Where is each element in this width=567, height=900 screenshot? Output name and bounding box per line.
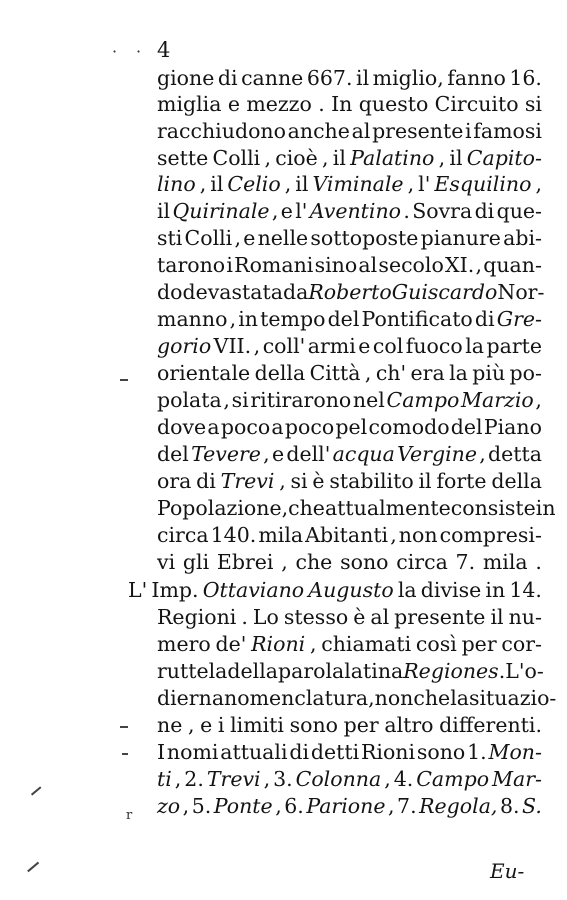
word: chiamati	[321, 632, 412, 656]
text-line	[157, 173, 542, 195]
word: la	[465, 334, 484, 358]
word: ,	[223, 388, 230, 412]
word: L'	[505, 659, 525, 683]
word: fanno	[447, 66, 506, 90]
word: e	[227, 92, 240, 116]
word: .	[535, 550, 542, 574]
word: Lo	[252, 605, 279, 629]
word: secolo	[378, 253, 444, 277]
word: stabilito	[329, 469, 414, 493]
word: gorio	[157, 334, 212, 358]
word: Vergine	[397, 442, 477, 466]
word: Mon-	[488, 740, 542, 764]
word: quan-	[483, 253, 542, 277]
word: e	[271, 442, 285, 466]
word: non	[374, 686, 414, 710]
word: il	[418, 469, 432, 493]
word: Piano	[483, 415, 542, 439]
word: In	[331, 92, 353, 116]
word: fuoco	[405, 334, 463, 358]
word: sono	[416, 740, 466, 764]
word: parola	[277, 659, 345, 683]
word: .	[403, 199, 410, 223]
word: nel	[352, 388, 385, 412]
word: Gre-	[496, 307, 542, 331]
word: 3.	[273, 767, 293, 791]
word: orientale	[157, 361, 251, 385]
word: Città	[309, 361, 361, 385]
word: differenti.	[439, 713, 542, 737]
word: ritirarono	[250, 388, 352, 412]
word: dierna	[157, 686, 225, 710]
text-line	[128, 579, 542, 601]
margin-mark	[120, 726, 128, 728]
word: attuali	[220, 740, 288, 764]
word: ,	[390, 523, 397, 547]
word: abi-	[503, 226, 542, 250]
word: al	[358, 253, 378, 277]
text-line	[157, 147, 542, 169]
word: comodo	[368, 415, 450, 439]
text-line	[157, 714, 542, 736]
word: miglio,	[372, 66, 444, 90]
word: 5.	[191, 794, 212, 818]
word: racchiudono	[157, 119, 286, 143]
word: 16.	[509, 66, 542, 90]
word: sette	[157, 146, 209, 170]
word: ,	[263, 442, 270, 466]
word: Rioni	[360, 740, 416, 764]
word: Augusto	[308, 578, 394, 602]
word: ,	[475, 253, 482, 277]
word: anche	[287, 119, 350, 143]
word: più	[472, 361, 506, 385]
text-line	[157, 280, 545, 304]
margin-mark: ·	[136, 42, 142, 61]
text-line	[157, 686, 557, 710]
word: VII.	[213, 334, 252, 358]
word: Regioni	[157, 605, 237, 629]
word: Ponte	[213, 794, 273, 818]
word: acqua	[332, 442, 395, 466]
word: consiste	[450, 496, 536, 520]
word: de'	[215, 632, 247, 656]
word: ,	[279, 469, 286, 493]
word: armi	[307, 334, 356, 358]
word: ti	[157, 767, 172, 791]
word: cor-	[501, 632, 542, 656]
word: Mar-	[492, 767, 542, 791]
word: parte	[486, 334, 542, 358]
text-line	[157, 93, 542, 115]
word: di	[289, 740, 310, 764]
word: che	[413, 686, 451, 710]
word: la	[449, 361, 468, 385]
word: 4.	[393, 767, 414, 791]
word: nu-	[508, 605, 542, 629]
word: Regola,	[419, 794, 498, 818]
word: 667.	[306, 66, 353, 90]
word: ,	[187, 713, 195, 737]
word: il	[210, 172, 224, 196]
word: Esquilino	[434, 172, 532, 196]
word: i	[226, 253, 233, 277]
word: ora	[157, 469, 192, 493]
word: attualmente	[324, 496, 451, 520]
word: Campo	[386, 388, 460, 412]
word: lino	[157, 172, 196, 196]
word: ,	[364, 361, 372, 385]
word: nomi	[166, 740, 219, 764]
text-line	[157, 741, 542, 763]
word: ,	[182, 794, 190, 818]
word: ,	[387, 794, 395, 818]
word: la	[397, 578, 417, 602]
word: da	[282, 280, 309, 304]
word: Trevi	[206, 767, 261, 791]
word: in	[238, 307, 258, 331]
word: Nor-	[497, 280, 545, 304]
word: non	[398, 523, 438, 547]
word: ,	[281, 550, 288, 574]
word: della	[254, 361, 306, 385]
word: Colli	[212, 146, 261, 170]
word: 140.	[210, 523, 257, 547]
word: ,	[229, 307, 237, 331]
word: Abitanti	[305, 523, 389, 547]
word: 6.	[284, 794, 304, 818]
margin-mark	[31, 786, 41, 795]
word: ,	[407, 172, 415, 196]
word: Parione	[306, 794, 386, 818]
text-line	[157, 67, 542, 89]
word: ,	[253, 334, 261, 358]
word: Marzio	[461, 388, 534, 412]
word: al	[351, 119, 371, 143]
word: polata	[157, 388, 222, 412]
word: ,	[271, 199, 279, 223]
word: ,	[174, 767, 182, 791]
word: ne	[157, 713, 183, 737]
text-line	[157, 606, 542, 628]
word: pianure	[420, 226, 501, 250]
margin-mark: r	[126, 808, 133, 823]
word: manno	[157, 307, 228, 331]
word: tempo	[260, 307, 326, 331]
word: XI.	[445, 253, 475, 277]
word: Popolazione	[157, 496, 282, 520]
word: che	[295, 550, 333, 574]
word: 1.	[467, 740, 487, 764]
word: i	[217, 713, 225, 737]
word: famosi	[473, 119, 542, 143]
word: ,	[535, 388, 542, 412]
word: 2.	[184, 767, 204, 791]
word: Trevi	[220, 469, 275, 493]
word: a	[207, 415, 220, 439]
margin-mark	[122, 753, 128, 755]
word: presente	[372, 119, 464, 143]
word: poco	[284, 415, 335, 439]
page-number: 4	[157, 38, 171, 62]
word: circa	[396, 550, 448, 574]
word: per	[461, 632, 497, 656]
margin-mark	[27, 862, 39, 872]
text-line	[157, 551, 542, 573]
word: ruttela	[157, 659, 228, 683]
margin-mark: ·	[112, 42, 118, 61]
word: Pontificato	[361, 307, 473, 331]
word: del	[450, 415, 483, 439]
word: di	[474, 307, 495, 331]
text-line	[157, 443, 542, 465]
word: il	[449, 146, 463, 170]
word: Ottaviano	[202, 578, 305, 602]
word: Capito-	[466, 146, 542, 170]
word: l'	[418, 172, 431, 196]
word: l'	[295, 199, 308, 223]
word: ch'	[375, 361, 407, 385]
word: cioè	[275, 146, 318, 170]
word: Rioni	[251, 632, 306, 656]
word: sino	[314, 253, 358, 277]
word: Colonna	[295, 767, 382, 791]
word: col	[372, 334, 404, 358]
word: sti	[157, 226, 183, 250]
word: dell'	[286, 442, 331, 466]
word: ,	[263, 767, 271, 791]
word: Sovra	[412, 199, 473, 223]
word: si	[231, 388, 249, 412]
word: divise	[420, 578, 482, 602]
word: mila	[258, 523, 304, 547]
word: mila	[482, 550, 528, 574]
word: 7.	[455, 550, 476, 574]
word: a	[271, 415, 284, 439]
text-line	[157, 335, 542, 357]
word: .	[498, 659, 506, 683]
word: ,	[438, 146, 446, 170]
word: Celio	[227, 172, 281, 196]
word: ,	[281, 496, 289, 520]
word: Palatino	[350, 146, 435, 170]
word: ,	[384, 767, 391, 791]
word: così	[415, 632, 457, 656]
word: ,	[479, 442, 486, 466]
word: 7.	[397, 794, 417, 818]
word: e	[358, 334, 371, 358]
word: devastata	[182, 280, 283, 304]
word: Roberto	[308, 280, 392, 304]
word: questo	[358, 92, 429, 116]
word: ,	[322, 146, 329, 170]
word: ,	[275, 794, 282, 818]
word: Quirinale	[172, 199, 270, 223]
word: e	[280, 199, 293, 223]
word: po-	[509, 361, 542, 385]
word: sottoposte	[310, 226, 419, 250]
word: è	[353, 605, 366, 629]
text-line	[157, 496, 556, 520]
word: poco	[220, 415, 271, 439]
word: è	[312, 469, 325, 493]
word: il	[295, 172, 309, 196]
word: il	[332, 146, 346, 170]
word: vi	[157, 550, 176, 574]
text-line	[157, 254, 542, 276]
word: il	[490, 605, 504, 629]
word: che	[288, 496, 325, 520]
word: di	[217, 66, 238, 90]
word: gione	[157, 66, 215, 90]
word: .	[318, 92, 325, 116]
word: e	[200, 713, 213, 737]
text-line	[157, 633, 542, 655]
word: al	[370, 605, 390, 629]
word: ,	[264, 146, 271, 170]
word: Viminale	[312, 172, 404, 196]
word: Ebrei	[216, 550, 274, 574]
word: Regiones	[403, 659, 499, 683]
word: dove	[157, 415, 207, 439]
word: S.	[522, 794, 542, 818]
margin-mark	[120, 379, 128, 381]
word: 8.	[499, 794, 520, 818]
text-line	[157, 660, 542, 682]
text-line	[157, 227, 542, 249]
word: Romani	[234, 253, 314, 277]
text-line	[157, 120, 542, 142]
word: il	[157, 199, 171, 223]
word: compresi-	[439, 523, 542, 547]
catchword: Eu-	[490, 859, 525, 883]
word: ,	[535, 172, 542, 196]
word: si	[290, 469, 308, 493]
text-line	[157, 389, 542, 411]
word: Tevere	[191, 442, 261, 466]
word: latina	[344, 659, 404, 683]
word: do	[157, 280, 183, 304]
word: la	[450, 686, 469, 710]
word: e	[243, 226, 256, 250]
word: nelle	[257, 226, 309, 250]
word: pel	[335, 415, 368, 439]
word: limiti	[230, 713, 284, 737]
word: nomenclatura	[224, 686, 369, 710]
text-line	[157, 308, 542, 330]
word: Colli	[184, 226, 233, 250]
word: del	[157, 442, 189, 466]
word: di	[474, 199, 495, 223]
text-line	[157, 200, 542, 222]
word: miglia	[157, 92, 222, 116]
word: circa	[157, 523, 209, 547]
word: Aventino	[309, 199, 401, 223]
word: I	[157, 740, 166, 764]
word: della	[491, 469, 542, 493]
word: detta	[488, 442, 542, 466]
word: per	[343, 713, 379, 737]
word: ,	[309, 632, 317, 656]
word: ,	[199, 172, 207, 196]
word: sono	[340, 550, 389, 574]
word: i	[465, 119, 472, 143]
word: 14.	[509, 578, 542, 602]
word: mezzo	[246, 92, 312, 116]
text-line	[157, 416, 542, 438]
word: que-	[496, 199, 542, 223]
text-line	[157, 768, 542, 790]
word: Circuito	[434, 92, 519, 116]
word: altro	[384, 713, 434, 737]
word: presente	[394, 605, 486, 629]
word: Campo	[416, 767, 490, 791]
word: di	[196, 469, 216, 493]
word: mero	[157, 632, 211, 656]
text-line	[157, 795, 542, 817]
word: sono	[289, 713, 339, 737]
word: detti	[310, 740, 360, 764]
text-line	[157, 524, 542, 546]
word: il	[356, 66, 370, 90]
text-line	[157, 470, 542, 492]
word: ,	[368, 686, 375, 710]
word: della	[227, 659, 278, 683]
word: Imp.	[151, 578, 199, 602]
word: L'	[128, 578, 148, 602]
word: forte	[436, 469, 487, 493]
word: gli	[182, 550, 210, 574]
word: del	[327, 307, 360, 331]
word: era	[410, 361, 445, 385]
word: canne	[241, 66, 304, 90]
word: o-	[524, 659, 544, 683]
word: si	[524, 92, 542, 116]
word: in	[485, 578, 506, 602]
text-line	[157, 362, 542, 384]
word: coll'	[262, 334, 306, 358]
word: stesso	[283, 605, 349, 629]
word: Guiscardo	[391, 280, 498, 304]
word: ,	[284, 172, 292, 196]
word: .	[241, 605, 248, 629]
word: situazio-	[468, 686, 557, 710]
word: zo	[157, 794, 181, 818]
word: ,	[234, 226, 241, 250]
word: tarono	[157, 253, 226, 277]
word: in	[535, 496, 556, 520]
